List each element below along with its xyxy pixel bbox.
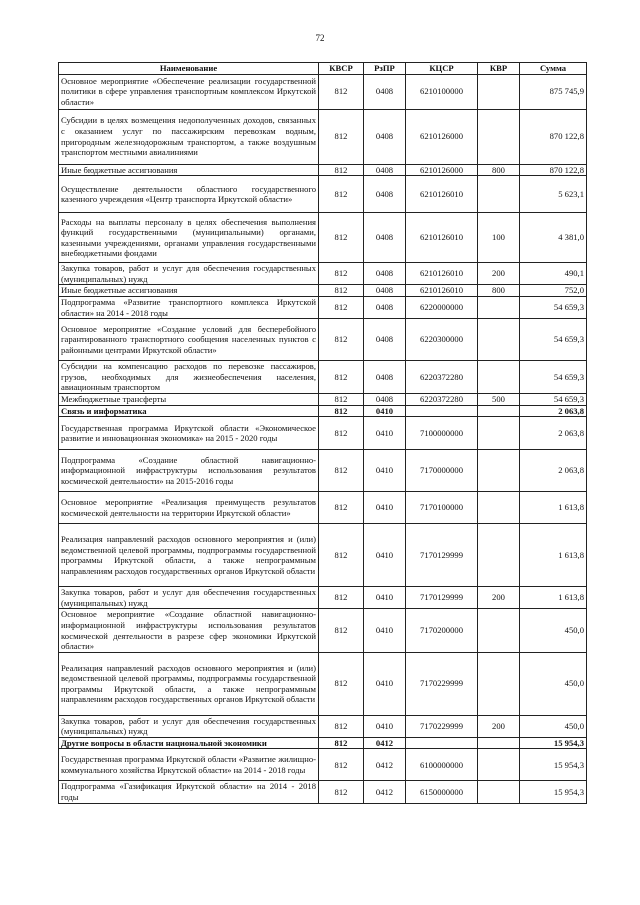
row-kvr-cell xyxy=(478,781,520,803)
row-rzpr-cell: 0408 xyxy=(364,263,406,285)
row-rzpr-cell: 0408 xyxy=(364,164,406,176)
row-kvsr-cell: 812 xyxy=(319,296,364,318)
row-kvr-cell: 800 xyxy=(478,164,520,176)
row-name-cell: Межбюджетные трансферты xyxy=(59,393,319,405)
row-rzpr-cell: 0410 xyxy=(364,715,406,737)
column-header-kvsr: КВСР xyxy=(319,63,364,75)
table-header-row xyxy=(59,63,587,75)
row-rzpr-cell: 0410 xyxy=(364,587,406,609)
row-sum-cell: 450,0 xyxy=(520,609,587,652)
row-name-cell: Подпрограмма «Газификация Иркутской области» на 2014 - 2018 годы xyxy=(59,781,319,803)
row-rzpr-cell: 0410 xyxy=(364,405,406,417)
row-kvr-cell: 200 xyxy=(478,715,520,737)
row-kcsr-cell: 6220000000 xyxy=(406,296,478,318)
row-sum-cell: 54 659,3 xyxy=(520,296,587,318)
row-kcsr-cell: 7170229999 xyxy=(406,652,478,715)
row-kvr-cell xyxy=(478,492,520,524)
row-rzpr-cell: 0410 xyxy=(364,652,406,715)
row-name-cell: Иные бюджетные ассигнования xyxy=(59,164,319,176)
row-kcsr-cell: 7170100000 xyxy=(406,492,478,524)
row-kcsr-cell: 6210126000 xyxy=(406,109,478,164)
row-sum-cell: 1 613,8 xyxy=(520,492,587,524)
table-row xyxy=(59,164,587,176)
row-kvsr-cell: 812 xyxy=(319,781,364,803)
row-name-cell: Основное мероприятие «Обеспечение реализации государственной политики в сфере управления транспортным комплексом Иркутской области» xyxy=(59,74,319,109)
page-number: 72 xyxy=(315,33,325,43)
row-kvsr-cell: 812 xyxy=(319,109,364,164)
row-sum-cell: 4 381,0 xyxy=(520,213,587,263)
row-kvr-cell xyxy=(478,450,520,492)
row-kvr-cell: 100 xyxy=(478,213,520,263)
row-sum-cell: 1 613,8 xyxy=(520,587,587,609)
table-row xyxy=(59,652,587,715)
row-sum-cell: 450,0 xyxy=(520,652,587,715)
row-kvr-cell xyxy=(478,652,520,715)
row-name-cell: Расходы на выплаты персоналу в целях обеспечения выполнения функций государственными (муниципальными) органами, казенными учреждениями, органами управления государственными внебюджетными фондами xyxy=(59,213,319,263)
table-row xyxy=(59,587,587,609)
row-kcsr-cell: 6220372280 xyxy=(406,393,478,405)
row-rzpr-cell: 0408 xyxy=(364,296,406,318)
row-kcsr-cell: 7100000000 xyxy=(406,417,478,450)
row-kvr-cell xyxy=(478,319,520,361)
row-kvr-cell xyxy=(478,405,520,417)
row-kcsr-cell: 7170229999 xyxy=(406,715,478,737)
row-kvr-cell xyxy=(478,609,520,652)
row-name-cell: Осуществление деятельности областного государственного казенного учреждения «Центр транспорта Иркутской области» xyxy=(59,176,319,213)
row-name-cell: Закупка товаров, работ и услуг для обеспечения государственных (муниципальных) нужд xyxy=(59,715,319,737)
row-name-cell: Реализация направлений расходов основного мероприятия и (или) ведомственной целевой программы, подпрограммы государственной программы Иркутской области, а также непрограммным направлениям расходов государственных органов Иркутской области xyxy=(59,652,319,715)
row-kvsr-cell: 812 xyxy=(319,176,364,213)
row-sum-cell: 15 954,3 xyxy=(520,737,587,749)
table-row xyxy=(59,109,587,164)
row-kvr-cell xyxy=(478,176,520,213)
row-kvsr-cell: 812 xyxy=(319,749,364,781)
row-kcsr-cell: 6210126010 xyxy=(406,285,478,297)
row-kcsr-cell: 6220300000 xyxy=(406,319,478,361)
row-kvr-cell xyxy=(478,417,520,450)
table-row xyxy=(59,213,587,263)
table-row xyxy=(59,393,587,405)
row-name-cell: Подпрограмма «Развитие транспортного комплекса Иркутской области» на 2014 - 2018 годы xyxy=(59,296,319,318)
table-row xyxy=(59,319,587,361)
budget-table xyxy=(58,62,587,804)
row-kvsr-cell: 812 xyxy=(319,737,364,749)
column-header-sum: Сумма xyxy=(520,63,587,75)
row-rzpr-cell: 0410 xyxy=(364,417,406,450)
row-kcsr-cell: 6210126010 xyxy=(406,263,478,285)
row-kvsr-cell: 812 xyxy=(319,285,364,297)
table-row xyxy=(59,715,587,737)
row-rzpr-cell: 0412 xyxy=(364,737,406,749)
row-rzpr-cell: 0408 xyxy=(364,109,406,164)
row-name-cell: Государственная программа Иркутской области «Развитие жилищно-коммунального хозяйства Иркутской области» на 2014 - 2018 годы xyxy=(59,749,319,781)
row-name-cell: Государственная программа Иркутской области «Экономическое развитие и инновационная экономика» на 2015 - 2020 годы xyxy=(59,417,319,450)
row-rzpr-cell: 0410 xyxy=(364,492,406,524)
row-name-cell: Основное мероприятие «Реализация преимуществ результатов космической деятельности на территории Иркутской области» xyxy=(59,492,319,524)
row-kvsr-cell: 812 xyxy=(319,715,364,737)
table-row xyxy=(59,450,587,492)
row-kvr-cell: 200 xyxy=(478,587,520,609)
table-row xyxy=(59,492,587,524)
row-kcsr-cell: 7170129999 xyxy=(406,587,478,609)
row-name-cell: Подпрограмма «Создание областной навигационно-информационной инфраструктуры использования результатов космической деятельности» на 2015-2016 годы xyxy=(59,450,319,492)
row-kvr-cell xyxy=(478,361,520,394)
row-kcsr-cell: 7170129999 xyxy=(406,524,478,587)
row-kvr-cell: 200 xyxy=(478,263,520,285)
row-kcsr-cell: 7170000000 xyxy=(406,450,478,492)
row-kcsr-cell xyxy=(406,405,478,417)
row-kvsr-cell: 812 xyxy=(319,587,364,609)
row-kvsr-cell: 812 xyxy=(319,164,364,176)
row-kvsr-cell: 812 xyxy=(319,450,364,492)
table-row xyxy=(59,781,587,803)
table-row xyxy=(59,417,587,450)
column-header-rzpr: РзПР xyxy=(364,63,406,75)
row-sum-cell: 15 954,3 xyxy=(520,781,587,803)
row-rzpr-cell: 0408 xyxy=(364,285,406,297)
row-name-cell: Связь и информатика xyxy=(59,405,319,417)
row-rzpr-cell: 0408 xyxy=(364,393,406,405)
row-kcsr-cell: 6220372280 xyxy=(406,361,478,394)
row-sum-cell: 54 659,3 xyxy=(520,361,587,394)
row-sum-cell: 450,0 xyxy=(520,715,587,737)
column-header-kcsr: КЦСР xyxy=(406,63,478,75)
row-kcsr-cell: 7170200000 xyxy=(406,609,478,652)
row-kvsr-cell: 812 xyxy=(319,417,364,450)
row-rzpr-cell: 0412 xyxy=(364,781,406,803)
row-kcsr-cell: 6150000000 xyxy=(406,781,478,803)
row-kvsr-cell: 812 xyxy=(319,319,364,361)
row-kcsr-cell: 6210100000 xyxy=(406,74,478,109)
table-row xyxy=(59,737,587,749)
table-row xyxy=(59,524,587,587)
row-sum-cell: 2 063,8 xyxy=(520,450,587,492)
row-kvr-cell xyxy=(478,737,520,749)
row-kcsr-cell xyxy=(406,737,478,749)
row-kvsr-cell: 812 xyxy=(319,652,364,715)
row-kvsr-cell: 812 xyxy=(319,609,364,652)
row-kvr-cell xyxy=(478,74,520,109)
table-row xyxy=(59,749,587,781)
row-kvr-cell xyxy=(478,749,520,781)
row-kvsr-cell: 812 xyxy=(319,405,364,417)
row-sum-cell: 5 623,1 xyxy=(520,176,587,213)
row-rzpr-cell: 0410 xyxy=(364,450,406,492)
row-kvsr-cell: 812 xyxy=(319,393,364,405)
row-sum-cell: 870 122,8 xyxy=(520,109,587,164)
row-kcsr-cell: 6210126000 xyxy=(406,164,478,176)
table-row xyxy=(59,263,587,285)
row-kvsr-cell: 812 xyxy=(319,361,364,394)
row-kvr-cell xyxy=(478,109,520,164)
row-name-cell: Закупка товаров, работ и услуг для обеспечения государственных (муниципальных) нужд xyxy=(59,263,319,285)
row-sum-cell: 15 954,3 xyxy=(520,749,587,781)
row-rzpr-cell: 0408 xyxy=(364,176,406,213)
row-kvsr-cell: 812 xyxy=(319,213,364,263)
row-kvr-cell: 500 xyxy=(478,393,520,405)
row-name-cell: Субсидии в целях возмещения недополученных доходов, связанных с оказанием услуг по пассажирским перевозкам водным, пригородным железнодорожным транспортом, а также воздушным транспортом местными авиалиниями xyxy=(59,109,319,164)
row-sum-cell: 2 063,8 xyxy=(520,417,587,450)
column-header-name: Наименование xyxy=(59,63,319,75)
row-rzpr-cell: 0408 xyxy=(364,361,406,394)
table-row xyxy=(59,361,587,394)
row-kcsr-cell: 6100000000 xyxy=(406,749,478,781)
row-name-cell: Реализация направлений расходов основного мероприятия и (или) ведомственной целевой программы, подпрограммы государственной программы Иркутской области, а также непрограммным направлениям расходов государственных органов Иркутской области xyxy=(59,524,319,587)
row-rzpr-cell: 0408 xyxy=(364,213,406,263)
row-sum-cell: 1 613,8 xyxy=(520,524,587,587)
row-kcsr-cell: 6210126010 xyxy=(406,213,478,263)
row-kcsr-cell: 6210126010 xyxy=(406,176,478,213)
row-sum-cell: 54 659,3 xyxy=(520,393,587,405)
row-sum-cell: 2 063,8 xyxy=(520,405,587,417)
row-kvsr-cell: 812 xyxy=(319,263,364,285)
row-sum-cell: 54 659,3 xyxy=(520,319,587,361)
row-name-cell: Основное мероприятие «Создание условий для бесперебойного гарантированного транспортного сообщения населенных пунктов с районными центрами Иркутской области» xyxy=(59,319,319,361)
row-kvsr-cell: 812 xyxy=(319,524,364,587)
row-sum-cell: 875 745,9 xyxy=(520,74,587,109)
table-row xyxy=(59,176,587,213)
row-kvr-cell xyxy=(478,296,520,318)
row-name-cell: Субсидии на компенсацию расходов по перевозке пассажиров, грузов, необходимых для жизнеобеспечения населения, авиационным транспортом xyxy=(59,361,319,394)
row-rzpr-cell: 0412 xyxy=(364,749,406,781)
row-sum-cell: 870 122,8 xyxy=(520,164,587,176)
table-row xyxy=(59,405,587,417)
row-rzpr-cell: 0408 xyxy=(364,319,406,361)
row-name-cell: Другие вопросы в области национальной экономики xyxy=(59,737,319,749)
table-row xyxy=(59,74,587,109)
table-row xyxy=(59,609,587,652)
row-name-cell: Иные бюджетные ассигнования xyxy=(59,285,319,297)
row-sum-cell: 752,0 xyxy=(520,285,587,297)
row-rzpr-cell: 0410 xyxy=(364,609,406,652)
row-name-cell: Основное мероприятие «Создание областной навигационно-информационной инфраструктуры использования результатов космической деятельности в разрезе сфер экономики Иркутской области» xyxy=(59,609,319,652)
column-header-kvr: КВР xyxy=(478,63,520,75)
row-sum-cell: 490,1 xyxy=(520,263,587,285)
row-kvsr-cell: 812 xyxy=(319,492,364,524)
row-kvr-cell: 800 xyxy=(478,285,520,297)
row-name-cell: Закупка товаров, работ и услуг для обеспечения государственных (муниципальных) нужд xyxy=(59,587,319,609)
table-row xyxy=(59,285,587,297)
row-kvr-cell xyxy=(478,524,520,587)
row-rzpr-cell: 0408 xyxy=(364,74,406,109)
row-rzpr-cell: 0410 xyxy=(364,524,406,587)
row-kvsr-cell: 812 xyxy=(319,74,364,109)
table-row xyxy=(59,296,587,318)
